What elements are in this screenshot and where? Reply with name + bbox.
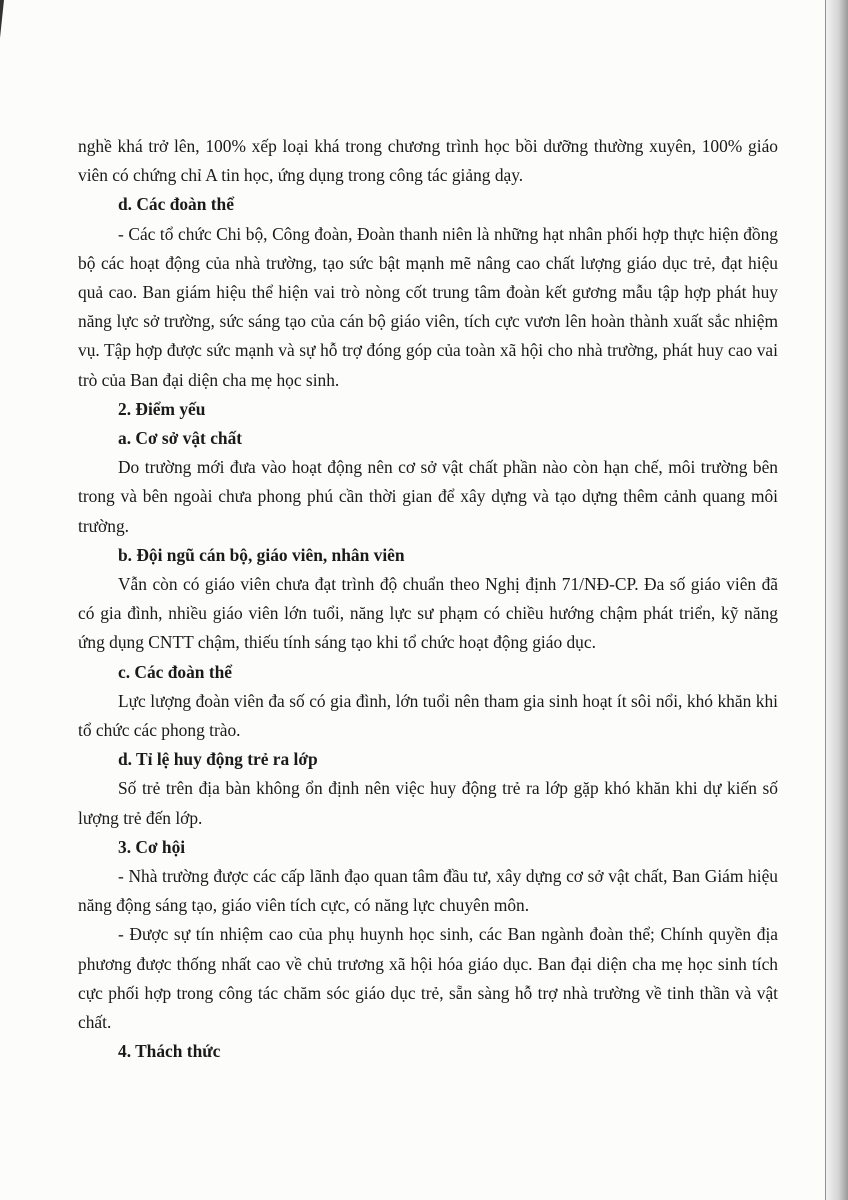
paragraph-co-so-vat-chat: Do trường mới đưa vào hoạt động nên cơ sở vật chất phần nào còn hạn chế, môi trường bên trong và bên ngoài chưa phong phú cần thời gian để xây dựng và tạo dựng thêm cảnh quang môi trường. (78, 457, 778, 536)
heading-b-doi-ngu: b. Đội ngũ cán bộ, giáo viên, nhân viên (118, 544, 405, 565)
paragraph-huy-dong: Số trẻ trên địa bàn không ổn định nên việc huy động trẻ ra lớp gặp khó khăn khi dự kiến số lượng trẻ đến lớp. (78, 778, 778, 828)
paragraph-continued: nghề khá trở lên, 100% xếp loại khá trong chương trình học bồi dưỡng thường xuyên, 100% giáo viên có chứng chỉ A tin học, ứng dụng trong công tác giảng dạy. (78, 136, 778, 186)
section-co-hoi: 3. Cơ hội (118, 836, 186, 857)
paragraph-doi-ngu: Vẫn còn có giáo viên chưa đạt trình độ chuẩn theo Nghị định 71/NĐ-CP. Đa số giáo viên đã có gia đình, nhiều giáo viên lớn tuổi, năng lực sư phạm có chiều hướng chậm phát triển, kỹ năng ứng dụng CNTT chậm, thiếu tính sáng tạo khi tổ chức hoạt động giáo dục. (78, 574, 778, 653)
paragraph-co-hoi-1: - Nhà trường được các cấp lãnh đạo quan tâm đầu tư, xây dựng cơ sở vật chất, Ban Giám hiệu năng động sáng tạo, giáo viên tích cực, có năng lực chuyên môn. (78, 866, 778, 916)
scan-edge-shadow (826, 0, 848, 1200)
paragraph-doan-the: - Các tổ chức Chi bộ, Công đoàn, Đoàn thanh niên là những hạt nhân phối hợp thực hiện đồng bộ các hoạt động của nhà trường, tạo sức bật mạnh mẽ nâng cao chất lượng giáo dục trẻ, đạt hiệu quả cao. Ban giám hiệu thể hiện vai trò nòng cốt trung tâm đoàn kết gương mẫu tập hợp phát huy năng lực sở trường, sức sáng tạo của cán bộ giáo viên, tích cực vươn lên hoàn thành xuất sắc nhiệm vụ. Tập hợp được sức mạnh và sự hỗ trợ đóng góp của toàn xã hội cho nhà trường, phát huy cao vai trò của Ban đại diện cha mẹ học sinh. (78, 223, 778, 390)
heading-d-ti-le-huy-dong: d. Tỉ lệ huy động trẻ ra lớp (118, 749, 318, 770)
heading-d-doan-the: d. Các đoàn thể (118, 194, 234, 215)
paragraph-co-hoi-2: - Được sự tín nhiệm cao của phụ huynh học sinh, các Ban ngành đoàn thể; Chính quyền địa phương được thống nhất cao về chủ trương xã hội hóa giáo dục. Ban đại diện cha mẹ học sinh tích cực phối hợp trong công tác chăm sóc giáo dục trẻ, sẵn sàng hỗ trợ nhà trường về tinh thần và vật chất. (78, 924, 778, 1033)
heading-c-doan-the: c. Các đoàn thể (118, 661, 232, 682)
scan-edge-mark (0, 0, 4, 40)
section-diem-yeu: 2. Điểm yếu (118, 398, 206, 419)
heading-a-co-so-vat-chat: a. Cơ sở vật chất (118, 428, 243, 449)
document-body (78, 132, 778, 1067)
paragraph-doan-vien: Lực lượng đoàn viên đa số có gia đình, lớn tuổi nên tham gia sinh hoạt ít sôi nổi, khó khăn khi tổ chức các phong trào. (78, 690, 778, 741)
section-thach-thuc: 4. Thách thức (118, 1041, 221, 1062)
